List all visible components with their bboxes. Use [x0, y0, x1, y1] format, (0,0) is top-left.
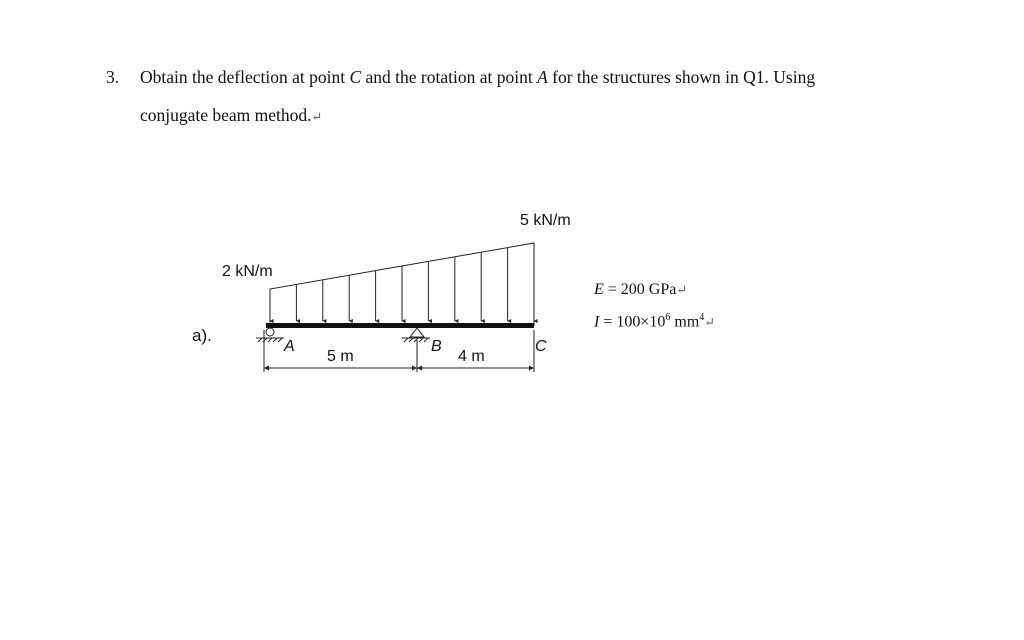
part-label: a).	[192, 326, 212, 345]
paragraph-mark-icon: ↵	[676, 282, 688, 297]
point-c-ref: C	[349, 67, 362, 87]
load-left-label: 2 kN/m	[222, 263, 273, 280]
paragraph-mark-icon: ↵	[704, 314, 716, 330]
point-c-label: C	[535, 338, 547, 355]
beam	[266, 323, 534, 328]
span-bc-label: 4 m	[458, 348, 485, 365]
point-a-ref: A	[537, 67, 548, 87]
load-right-label: 5 kN/m	[520, 212, 571, 229]
material-properties	[594, 276, 715, 336]
support-a-label: A	[284, 338, 295, 355]
question-line-2: conjugate beam method.↵	[140, 105, 323, 125]
dimension-lines	[264, 330, 534, 372]
support-b-label: B	[431, 338, 442, 355]
question-number: 3.	[106, 67, 120, 87]
modulus-line: E = 200 GPa↵	[594, 281, 688, 298]
inertia-line: $I = 100\times 10^6$ $mm^4↵$	[594, 312, 716, 331]
paragraph-mark-icon: ↵	[311, 109, 323, 124]
support-b	[402, 328, 430, 342]
span-ab-label: 5 m	[327, 348, 354, 365]
question-line-1: Obtain the deflection at point C and the rotation at point A for the structures shown in Q1. Using	[140, 67, 816, 87]
support-a-pin	[256, 328, 284, 342]
